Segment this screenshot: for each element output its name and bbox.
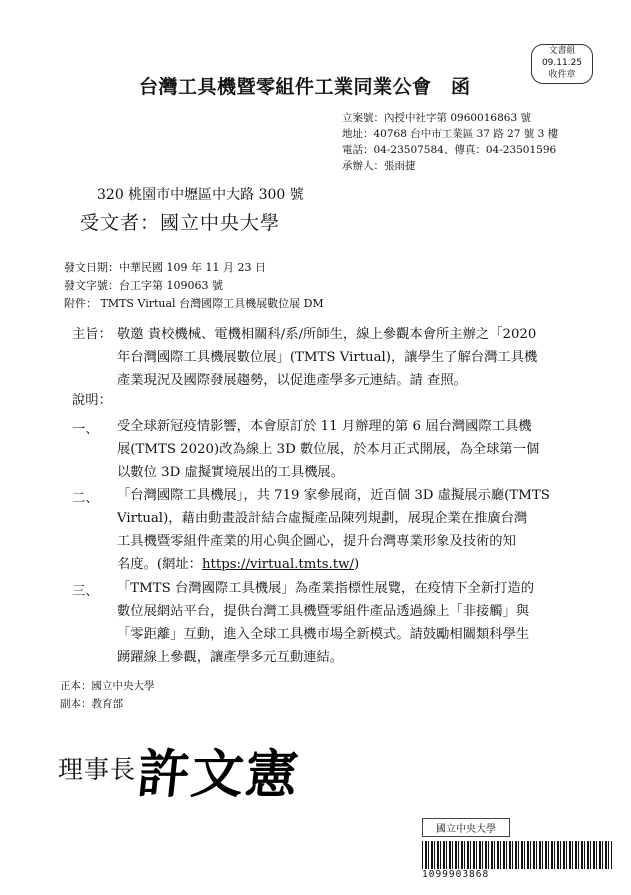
recipient-address: 320 桃園市中壢區中大路 300 號 xyxy=(97,187,304,203)
subject-line: 敬邀 貴校機械、電機相關科/系/所師生，線上參觀本會所主辦之「2020 xyxy=(117,327,537,342)
item-line xyxy=(117,553,550,576)
item-line: 以數位 3D 虛擬實境展出的工具機展。 xyxy=(117,465,345,480)
item-line: 工具機暨零組件產業的用心與企圖心，提升台灣專業形象及技術的知 xyxy=(117,534,516,549)
document-number: 發文字號：台工字第 109063 號 xyxy=(64,279,223,292)
receipt-stamp xyxy=(531,44,593,84)
item-line: 「TMTS 台灣國際工具機展」為產業指標性展覽，在疫情下全新打造的 xyxy=(117,581,535,596)
item-line: 踴躍線上參觀，讓產學多元互動連結。 xyxy=(117,650,344,665)
issue-date: 發文日期：中華民國 109 年 11 月 23 日 xyxy=(64,261,266,274)
item-line: 受全球新冠疫情影響，本會原訂於 11 月辦理的第 6 屆台灣國際工具機 xyxy=(117,419,532,434)
subject-label: 主旨： xyxy=(72,327,112,342)
copies xyxy=(60,677,155,713)
barcode-block xyxy=(422,818,614,880)
chairman-signature: 許文憲 xyxy=(134,744,303,805)
subject-body xyxy=(117,323,537,392)
recipient-name: 受文者：國立中央大學 xyxy=(80,212,281,234)
item-line: 「台灣國際工具機展」，共 719 家參展商，近百個 3D 虛擬展示廳(TMTS xyxy=(117,488,550,503)
item-line-suffix: ) xyxy=(353,557,360,572)
item-line: 「零距離」互動，進入全球工具機市場全新模式。請鼓勵相關類科學生 xyxy=(117,627,530,642)
item-number: 二、 xyxy=(72,491,99,506)
barcode-bars xyxy=(422,841,612,869)
explanation-item xyxy=(117,415,539,484)
item-line: Virtual)，藉由動畫設計結合虛擬產品陳列規劃，展現企業在推廣台灣 xyxy=(117,511,528,526)
item-line-text: 名度。(網址： xyxy=(117,557,202,572)
sender-info xyxy=(342,110,558,174)
item-line: 數位展網站平台，提供台灣工具機暨零組件產品透過線上「非接觸」與 xyxy=(117,604,530,619)
stamp-line1: 文書組 xyxy=(548,46,576,56)
main-copy: 正本：國立中央大學 xyxy=(60,680,155,692)
sender-address: 地址：40768 台中市工業區 37 路 27 號 3 樓 xyxy=(342,128,559,140)
explanation-label: 說明： xyxy=(72,393,112,408)
stamp-line3: 收件章 xyxy=(548,70,576,80)
subject-line: 年台灣國際工具機展數位展」(TMTS Virtual)，讓學生了解台灣工具機 xyxy=(117,350,538,365)
item-number: 三、 xyxy=(72,584,99,599)
website-link[interactable]: https://virtual.tmts.tw/ xyxy=(201,557,354,572)
explanation-item xyxy=(117,484,550,576)
document-title: 台灣工具機暨零組件工業同業公會 函 xyxy=(139,76,471,98)
explanation-item xyxy=(117,577,534,669)
document-meta xyxy=(64,259,324,313)
item-line: 展(TMTS 2020)改為線上 3D 數位展，於本月正式開展，為全球第一個 xyxy=(117,442,540,457)
sender-contact: 承辦人：張雨捷 xyxy=(342,160,416,172)
stamp-line2: 09.11.25 xyxy=(541,58,583,68)
sender-ref-no: 立案號：內授中社字第 0960016863 號 xyxy=(342,112,531,124)
subject-line: 產業現況及國際發展趨勢，以促進產學多元連結。請 查照。 xyxy=(117,373,467,388)
carbon-copy: 副本：教育部 xyxy=(60,698,123,710)
chairman-label: 理事長 xyxy=(58,755,137,784)
barcode-label: 國立中央大學 xyxy=(422,818,510,837)
barcode-number: 1099903868 xyxy=(422,869,490,880)
item-number: 一、 xyxy=(72,422,99,437)
sender-phone: 電話：04-23507584、傳真：04-23501596 xyxy=(342,144,557,156)
attachment: 附件： TMTS Virtual 台灣國際工具機展數位展 DM xyxy=(64,297,324,310)
